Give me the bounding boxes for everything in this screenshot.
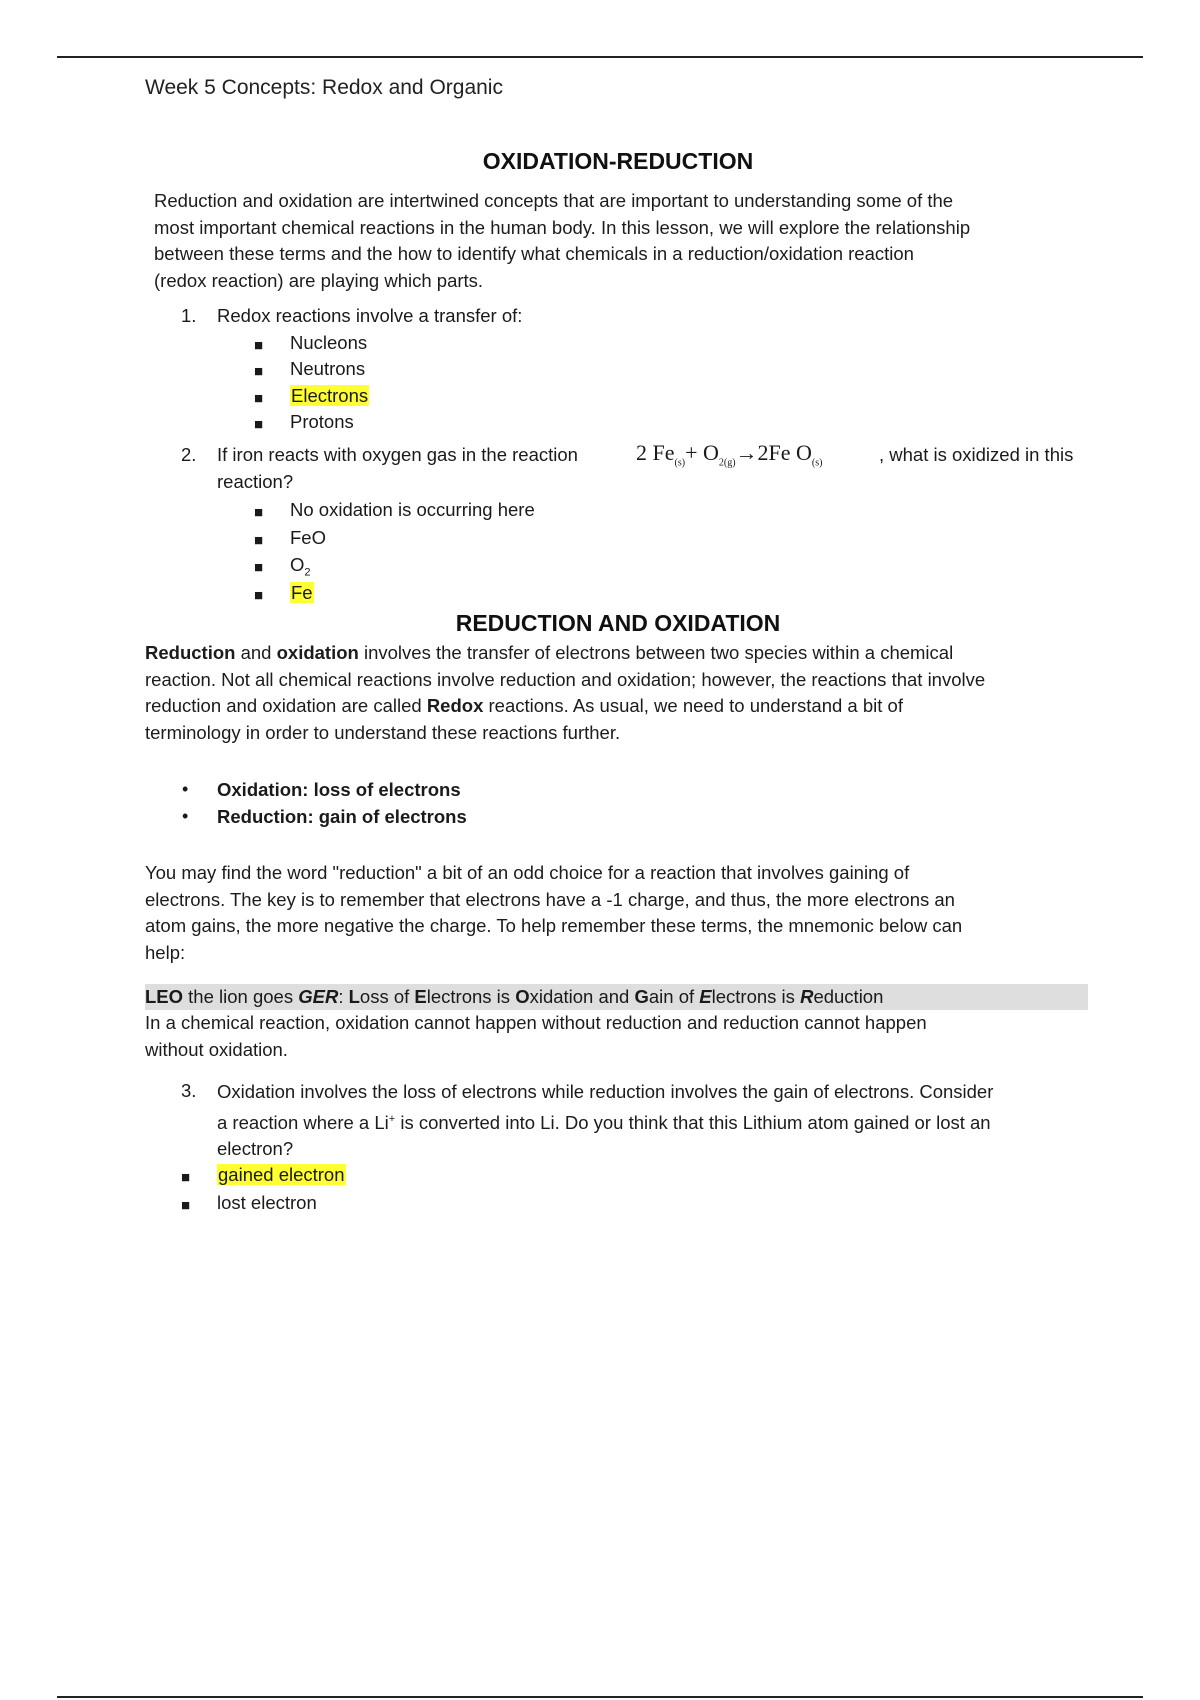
q1-text: Redox reactions involve a transfer of:: [217, 305, 523, 326]
pair-line: In a chemical reaction, oxidation cannot happen without reduction and reduction cannot happen: [145, 1012, 927, 1033]
explanation-line: electrons. The key is to remember that electrons have a -1 charge, and thus, the more electrons an: [145, 888, 955, 910]
redox-paragraph: [145, 640, 985, 746]
intro-line: most important chemical reactions in the human body. In this lesson, we will explore the relationship: [154, 216, 971, 238]
mnemonic-letter: R: [800, 986, 814, 1007]
term-redox: Redox: [426, 695, 484, 716]
q2-option-feo: FeO: [290, 527, 326, 548]
q3-line: [217, 1106, 993, 1137]
black-square-icon: ■: [254, 390, 264, 407]
heading-oxidation-reduction: OXIDATION-REDUCTION: [482, 148, 754, 174]
leo-ger-mnemonic: [145, 984, 1088, 1010]
bottom-rule: [57, 1696, 1143, 1698]
black-square-icon: ■: [254, 416, 264, 433]
text-run: the lion goes: [183, 986, 299, 1007]
oxidation-reduction-pair-paragraph: [145, 1010, 927, 1063]
highlighted-answer: Electrons: [291, 385, 369, 406]
q2-text-after: , what is oxidized in this: [879, 444, 1074, 465]
q1-number: 1.: [181, 305, 197, 326]
text-run: ain of: [648, 986, 700, 1007]
mnemonic-letter: E: [699, 986, 712, 1007]
o2-symbol: O: [290, 554, 305, 575]
document-title: Week 5 Concepts: Redox and Organic: [145, 76, 503, 99]
q2-number: 2.: [181, 444, 197, 465]
term-reduction: Reduction: [145, 642, 236, 663]
redox-line: terminology in order to understand these reactions further.: [145, 721, 621, 743]
q2-option-fe: [290, 582, 314, 604]
bullet-dot-icon: •: [182, 779, 189, 799]
intro-line: Reduction and oxidation are intertwined concepts that are important to understanding some of the: [154, 190, 954, 211]
mnemonic-letter: E: [414, 986, 427, 1007]
q1-option-electrons: [290, 385, 369, 407]
explanation-line: help:: [145, 941, 186, 963]
text-run: eduction: [813, 986, 884, 1007]
eq-term-fe: 2 Fe: [636, 440, 675, 465]
redox-line: [145, 693, 985, 720]
text-run: reduction and oxidation are called: [145, 695, 427, 716]
intro-paragraph: [154, 188, 970, 294]
q3-line: electron?: [217, 1138, 294, 1160]
q1-option-protons: Protons: [290, 411, 354, 432]
q3-line: Oxidation involves the loss of electrons while reduction involves the gain of electrons. Consider: [217, 1081, 994, 1102]
text-run: reactions. As usual, we need to understand a bit of: [483, 695, 903, 716]
bullet-dot-icon: •: [182, 806, 189, 826]
eq-sub: (s): [674, 457, 686, 469]
top-rule: [57, 56, 1143, 58]
black-square-icon: ■: [254, 532, 264, 549]
black-square-icon: ■: [254, 504, 264, 521]
explanation-line: You may find the word "reduction" a bit of an odd choice for a reaction that involves gaining of: [145, 862, 910, 883]
q2-text: If iron reacts with oxygen gas in the reaction: [217, 444, 578, 465]
q3-option-gained: [217, 1164, 346, 1186]
q2-text-line2: reaction?: [217, 471, 294, 492]
text-run: xidation and: [529, 986, 635, 1007]
mnemonic-letter: G: [634, 986, 649, 1007]
text-run: lectrons is: [711, 986, 801, 1007]
text-run: involves the transfer of electrons between two species within a chemical: [358, 642, 954, 663]
text-run: is converted into Li. Do you think that this Lithium atom gained or lost an: [395, 1111, 991, 1133]
redox-line: [145, 640, 985, 667]
text-run: lectrons is: [426, 986, 516, 1007]
eq-sub: (s): [811, 457, 823, 469]
iron-oxidation-equation: [636, 440, 822, 468]
text-run: :: [338, 986, 349, 1007]
heading-reduction-and-oxidation: REDUCTION AND OXIDATION: [455, 610, 781, 636]
q1-option-neutrons: Neutrons: [290, 358, 366, 379]
highlighted-answer: Fe: [291, 582, 313, 603]
reduction-explanation-paragraph: [145, 860, 962, 966]
q1-option-nucleons: Nucleons: [290, 332, 368, 353]
black-square-icon: ■: [181, 1169, 191, 1186]
o2-subscript: 2: [304, 566, 311, 579]
black-square-icon: ■: [254, 587, 264, 604]
black-square-icon: ■: [254, 363, 264, 380]
q3-option-lost: lost electron: [217, 1192, 317, 1213]
intro-line: (redox reaction) are playing which parts.: [154, 269, 484, 291]
eq-term-o2: + O: [685, 440, 719, 465]
eq-term-product: →2Fe O: [735, 440, 812, 465]
mnemonic-ger: GER: [298, 986, 339, 1007]
redox-line: reaction. Not all chemical reactions involve reduction and oxidation; however, the reactions that involve: [145, 668, 986, 690]
mnemonic-letter: L: [348, 986, 360, 1007]
term-oxidation: oxidation: [276, 642, 359, 663]
pair-line: without oxidation.: [145, 1038, 288, 1060]
explanation-line: atom gains, the more negative the charge. To help remember these terms, the mnemonic below can: [145, 915, 963, 936]
text-run: oss of: [359, 986, 415, 1007]
text-run: and: [235, 642, 277, 663]
text-run: a reaction where a Li: [217, 1111, 389, 1133]
q2-option-no-oxidation: No oxidation is occurring here: [290, 499, 535, 520]
intro-line: between these terms and the how to identify what chemicals in a reduction/oxidation reaction: [154, 243, 914, 264]
black-square-icon: ■: [254, 337, 264, 354]
definition-reduction: Reduction: gain of electrons: [217, 806, 467, 827]
highlighted-answer: gained electron: [218, 1164, 345, 1185]
mnemonic-leo: LEO: [145, 986, 184, 1007]
definition-oxidation: Oxidation: loss of electrons: [217, 779, 461, 800]
mnemonic-letter: O: [515, 986, 530, 1007]
q3-number: 3.: [181, 1080, 197, 1101]
eq-sub: 2(g): [718, 457, 736, 469]
black-square-icon: ■: [181, 1197, 191, 1214]
q3-text: [217, 1079, 993, 1163]
q2-option-o2: [290, 554, 311, 579]
li-charge: +: [388, 1112, 396, 1125]
black-square-icon: ■: [254, 559, 264, 576]
